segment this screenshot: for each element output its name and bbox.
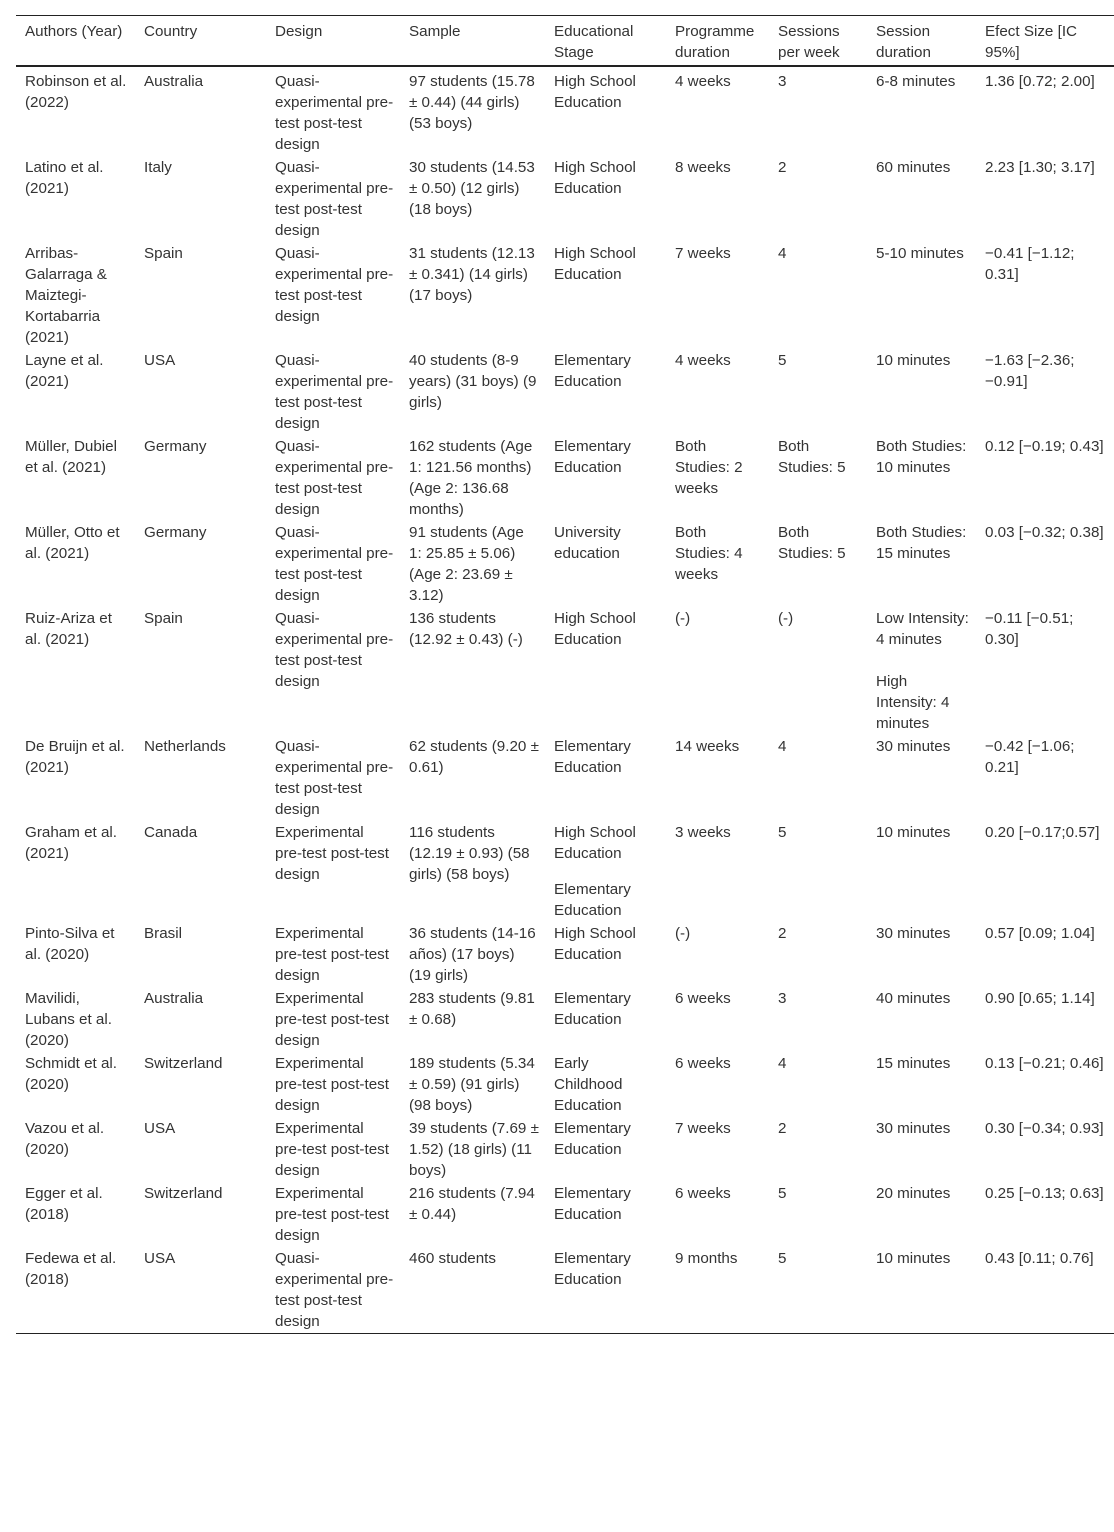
cell-stage: High School Education: [554, 925, 636, 963]
header-sample: Sample: [409, 23, 461, 40]
cell-author: Arribas-Galarraga & Maiztegi-Kortabarria (2021): [25, 245, 107, 346]
cell-country: USA: [144, 352, 176, 369]
cell-country: USA: [144, 1120, 176, 1137]
cell-programme-duration: (-): [675, 925, 691, 942]
cell-effect-size: 0.20 [−0.17;0.57]: [985, 824, 1100, 841]
cell-programme-duration: 6 weeks: [675, 990, 731, 1007]
cell-country: Canada: [144, 824, 198, 841]
cell-effect-size: −1.63 [−2.36; −0.91]: [985, 352, 1075, 390]
cell-effect-size: 0.30 [−0.34; 0.93]: [985, 1120, 1104, 1137]
cell-effect-size: 0.13 [−0.21; 0.46]: [985, 1055, 1104, 1072]
cell-stage: High School Education: [554, 159, 636, 197]
cell-programme-duration: 3 weeks: [675, 824, 731, 841]
cell-effect-size: 0.43 [0.11; 0.76]: [985, 1250, 1094, 1267]
cell-effect-size: −0.11 [−0.51; 0.30]: [985, 610, 1074, 648]
cell-sample: 39 students (7.69 ± 1.52) (18 girls) (11 boys): [409, 1120, 539, 1179]
cell-author: Vazou et al. (2020): [25, 1120, 105, 1158]
cell-programme-duration: Both Studies: 2 weeks: [675, 438, 743, 497]
cell-effect-size: −0.42 [−1.06; 0.21]: [985, 738, 1075, 776]
cell-session-duration: [867, 607, 976, 735]
cell-country: Germany: [144, 438, 207, 455]
cell-stage: High School Education: [554, 73, 636, 111]
cell-design: Quasi-experimental pre-test post-test design: [275, 1250, 394, 1330]
cell-sessions: 4: [778, 245, 787, 262]
cell-sessions: (-): [778, 610, 794, 627]
header-educational-stage: Educational Stage: [554, 23, 634, 61]
cell-author: Latino et al. (2021): [25, 159, 104, 197]
header-authors: Authors (Year): [25, 23, 123, 40]
cell-stage: Elementary Education: [554, 738, 631, 776]
cell-programme-duration: 14 weeks: [675, 738, 740, 755]
cell-sample: 30 students (14.53 ± 0.50) (12 girls) (18 boys): [409, 159, 535, 218]
cell-sample: 116 students (12.19 ± 0.93) (58 girls) (58 boys): [409, 824, 530, 883]
table-row: [16, 922, 1114, 987]
cell-sample: 91 students (Age 1: 25.85 ± 5.06) (Age 2: 23.69 ± 3.12): [409, 524, 524, 604]
cell-sessions: 5: [778, 352, 787, 369]
cell-session-duration: 40 minutes: [876, 990, 951, 1007]
cell-design: Experimental pre-test post-test design: [275, 1120, 389, 1179]
table-row: [16, 1182, 1114, 1247]
cell-design: Experimental pre-test post-test design: [275, 1055, 389, 1114]
cell-sessions: 5: [778, 824, 787, 841]
cell-country: Spain: [144, 610, 183, 627]
cell-author: De Bruijn et al. (2021): [25, 738, 125, 776]
cell-design: Quasi-experimental pre-test post-test design: [275, 438, 394, 518]
cell-author: Mavilidi, Lubans et al. (2020): [25, 990, 112, 1049]
cell-country: Spain: [144, 245, 183, 262]
stage-primary: High School Education: [554, 824, 636, 862]
cell-sample: 216 students (7.94 ± 0.44): [409, 1185, 535, 1223]
table-row: [16, 1052, 1114, 1117]
cell-sessions: 5: [778, 1250, 787, 1267]
cell-session-duration: 30 minutes: [876, 738, 951, 755]
cell-programme-duration: 9 months: [675, 1250, 738, 1267]
cell-design: Quasi-experimental pre-test post-test design: [275, 73, 394, 153]
cell-programme-duration: 4 weeks: [675, 73, 731, 90]
cell-design: Quasi-experimental pre-test post-test design: [275, 352, 394, 432]
cell-sample: 460 students: [409, 1250, 496, 1267]
cell-design: Experimental pre-test post-test design: [275, 990, 389, 1049]
cell-stage: Elementary Education: [554, 352, 631, 390]
cell-sample: 97 students (15.78 ± 0.44) (44 girls) (53 boys): [409, 73, 535, 132]
cell-design: Quasi-experimental pre-test post-test design: [275, 738, 394, 818]
header-design: Design: [275, 23, 323, 40]
cell-programme-duration: 8 weeks: [675, 159, 731, 176]
table-row: [16, 821, 1114, 922]
cell-sample: 189 students (5.34 ± 0.59) (91 girls) (98 boys): [409, 1055, 535, 1114]
cell-design: Quasi-experimental pre-test post-test design: [275, 245, 394, 325]
cell-country: USA: [144, 1250, 176, 1267]
cell-country: Australia: [144, 990, 204, 1007]
cell-author: Müller, Otto et al. (2021): [25, 524, 120, 562]
cell-author: Egger et al. (2018): [25, 1185, 103, 1223]
table-row: [16, 349, 1114, 435]
cell-sample: 40 students (8-9 years) (31 boys) (9 girls): [409, 352, 537, 411]
stage-secondary: Elementary Education: [554, 881, 631, 919]
cell-session-duration: 60 minutes: [876, 159, 951, 176]
cell-session-duration: 10 minutes: [876, 352, 951, 369]
cell-author: Fedewa et al. (2018): [25, 1250, 117, 1288]
cell-session-duration: 5-10 minutes: [876, 245, 964, 262]
cell-session-duration: Both Studies: 10 minutes: [876, 438, 967, 476]
table-row: [16, 1247, 1114, 1334]
cell-programme-duration: 6 weeks: [675, 1055, 731, 1072]
cell-stage: [545, 821, 666, 922]
cell-sessions: 2: [778, 925, 787, 942]
cell-stage: Early Childhood Education: [554, 1055, 623, 1114]
table-row: [16, 242, 1114, 349]
cell-author: Robinson et al. (2022): [25, 73, 127, 111]
cell-effect-size: 0.03 [−0.32; 0.38]: [985, 524, 1104, 541]
cell-stage: Elementary Education: [554, 1250, 631, 1288]
table-row: [16, 156, 1114, 242]
cell-session-duration: 10 minutes: [876, 824, 951, 841]
cell-sample: 62 students (9.20 ± 0.61): [409, 738, 539, 776]
cell-author: Layne et al. (2021): [25, 352, 104, 390]
cell-sessions: Both Studies: 5: [778, 524, 846, 562]
cell-design: Quasi-experimental pre-test post-test design: [275, 159, 394, 239]
cell-programme-duration: (-): [675, 610, 691, 627]
cell-session-duration: 30 minutes: [876, 925, 951, 942]
cell-effect-size: 2.23 [1.30; 3.17]: [985, 159, 1095, 176]
cell-effect-size: 1.36 [0.72; 2.00]: [985, 73, 1095, 90]
cell-effect-size: 0.90 [0.65; 1.14]: [985, 990, 1095, 1007]
cell-programme-duration: Both Studies: 4 weeks: [675, 524, 743, 583]
session-duration-high: High Intensity: 4 minutes: [876, 673, 950, 732]
cell-stage: Elementary Education: [554, 990, 631, 1028]
cell-effect-size: 0.57 [0.09; 1.04]: [985, 925, 1095, 942]
cell-stage: High School Education: [554, 610, 636, 648]
cell-programme-duration: 7 weeks: [675, 1120, 731, 1137]
cell-sessions: Both Studies: 5: [778, 438, 846, 476]
table-header-row: [16, 16, 1114, 67]
cell-design: Quasi-experimental pre-test post-test design: [275, 610, 394, 690]
header-programme-duration: Programme duration: [675, 23, 755, 61]
cell-session-duration: 15 minutes: [876, 1055, 951, 1072]
cell-sample: 36 students (14-16 años) (17 boys) (19 girls): [409, 925, 536, 984]
cell-effect-size: 0.12 [−0.19; 0.43]: [985, 438, 1104, 455]
table-row: [16, 987, 1114, 1052]
table-row: [16, 735, 1114, 821]
cell-stage: Elementary Education: [554, 1185, 631, 1223]
cell-sample: 136 students (12.92 ± 0.43) (-): [409, 610, 523, 648]
cell-sessions: 2: [778, 159, 787, 176]
cell-country: Italy: [144, 159, 172, 176]
table-row: [16, 1117, 1114, 1182]
cell-stage: Elementary Education: [554, 438, 631, 476]
cell-sample: 283 students (9.81 ± 0.68): [409, 990, 535, 1028]
cell-effect-size: −0.41 [−1.12; 0.31]: [985, 245, 1075, 283]
cell-session-duration: 6-8 minutes: [876, 73, 956, 90]
cell-design: Experimental pre-test post-test design: [275, 824, 389, 883]
cell-session-duration: 10 minutes: [876, 1250, 951, 1267]
cell-programme-duration: 4 weeks: [675, 352, 731, 369]
cell-sessions: 2: [778, 1120, 787, 1137]
table-row: [16, 607, 1114, 735]
session-duration-low: Low Intensity: 4 minutes: [876, 610, 969, 648]
cell-design: Experimental pre-test post-test design: [275, 1185, 389, 1244]
cell-sample: 31 students (12.13 ± 0.341) (14 girls) (17 boys): [409, 245, 535, 304]
cell-author: Schmidt et al. (2020): [25, 1055, 118, 1093]
header-country: Country: [144, 23, 198, 40]
cell-stage: University education: [554, 524, 621, 562]
cell-author: Graham et al. (2021): [25, 824, 118, 862]
cell-author: Ruiz-Ariza et al. (2021): [25, 610, 112, 648]
cell-session-duration: 20 minutes: [876, 1185, 951, 1202]
cell-stage: Elementary Education: [554, 1120, 631, 1158]
cell-sessions: 5: [778, 1185, 787, 1202]
cell-effect-size: 0.25 [−0.13; 0.63]: [985, 1185, 1104, 1202]
cell-stage: High School Education: [554, 245, 636, 283]
cell-programme-duration: 7 weeks: [675, 245, 731, 262]
cell-sessions: 3: [778, 73, 787, 90]
cell-country: Australia: [144, 73, 204, 90]
header-sessions-per-week: Sessions per week: [778, 23, 840, 61]
cell-programme-duration: 6 weeks: [675, 1185, 731, 1202]
cell-sessions: 4: [778, 1055, 787, 1072]
cell-country: Netherlands: [144, 738, 226, 755]
cell-design: Quasi-experimental pre-test post-test design: [275, 524, 394, 604]
cell-country: Germany: [144, 524, 207, 541]
table-row: [16, 521, 1114, 607]
cell-sessions: 3: [778, 990, 787, 1007]
cell-session-duration: Both Studies: 15 minutes: [876, 524, 967, 562]
cell-sample: 162 students (Age 1: 121.56 months) (Age 2: 136.68 months): [409, 438, 533, 518]
cell-country: Switzerland: [144, 1185, 223, 1202]
header-session-duration: Session duration: [876, 23, 931, 61]
table-row: [16, 66, 1114, 156]
cell-sessions: 4: [778, 738, 787, 755]
cell-country: Brasil: [144, 925, 182, 942]
header-effect-size: Efect Size [IC 95%]: [985, 23, 1078, 61]
cell-country: Switzerland: [144, 1055, 223, 1072]
table-row: [16, 435, 1114, 521]
cell-session-duration: 30 minutes: [876, 1120, 951, 1137]
cell-design: Experimental pre-test post-test design: [275, 925, 389, 984]
cell-author: Müller, Dubiel et al. (2021): [25, 438, 118, 476]
cell-author: Pinto-Silva et al. (2020): [25, 925, 115, 963]
studies-table: [16, 15, 1114, 1334]
